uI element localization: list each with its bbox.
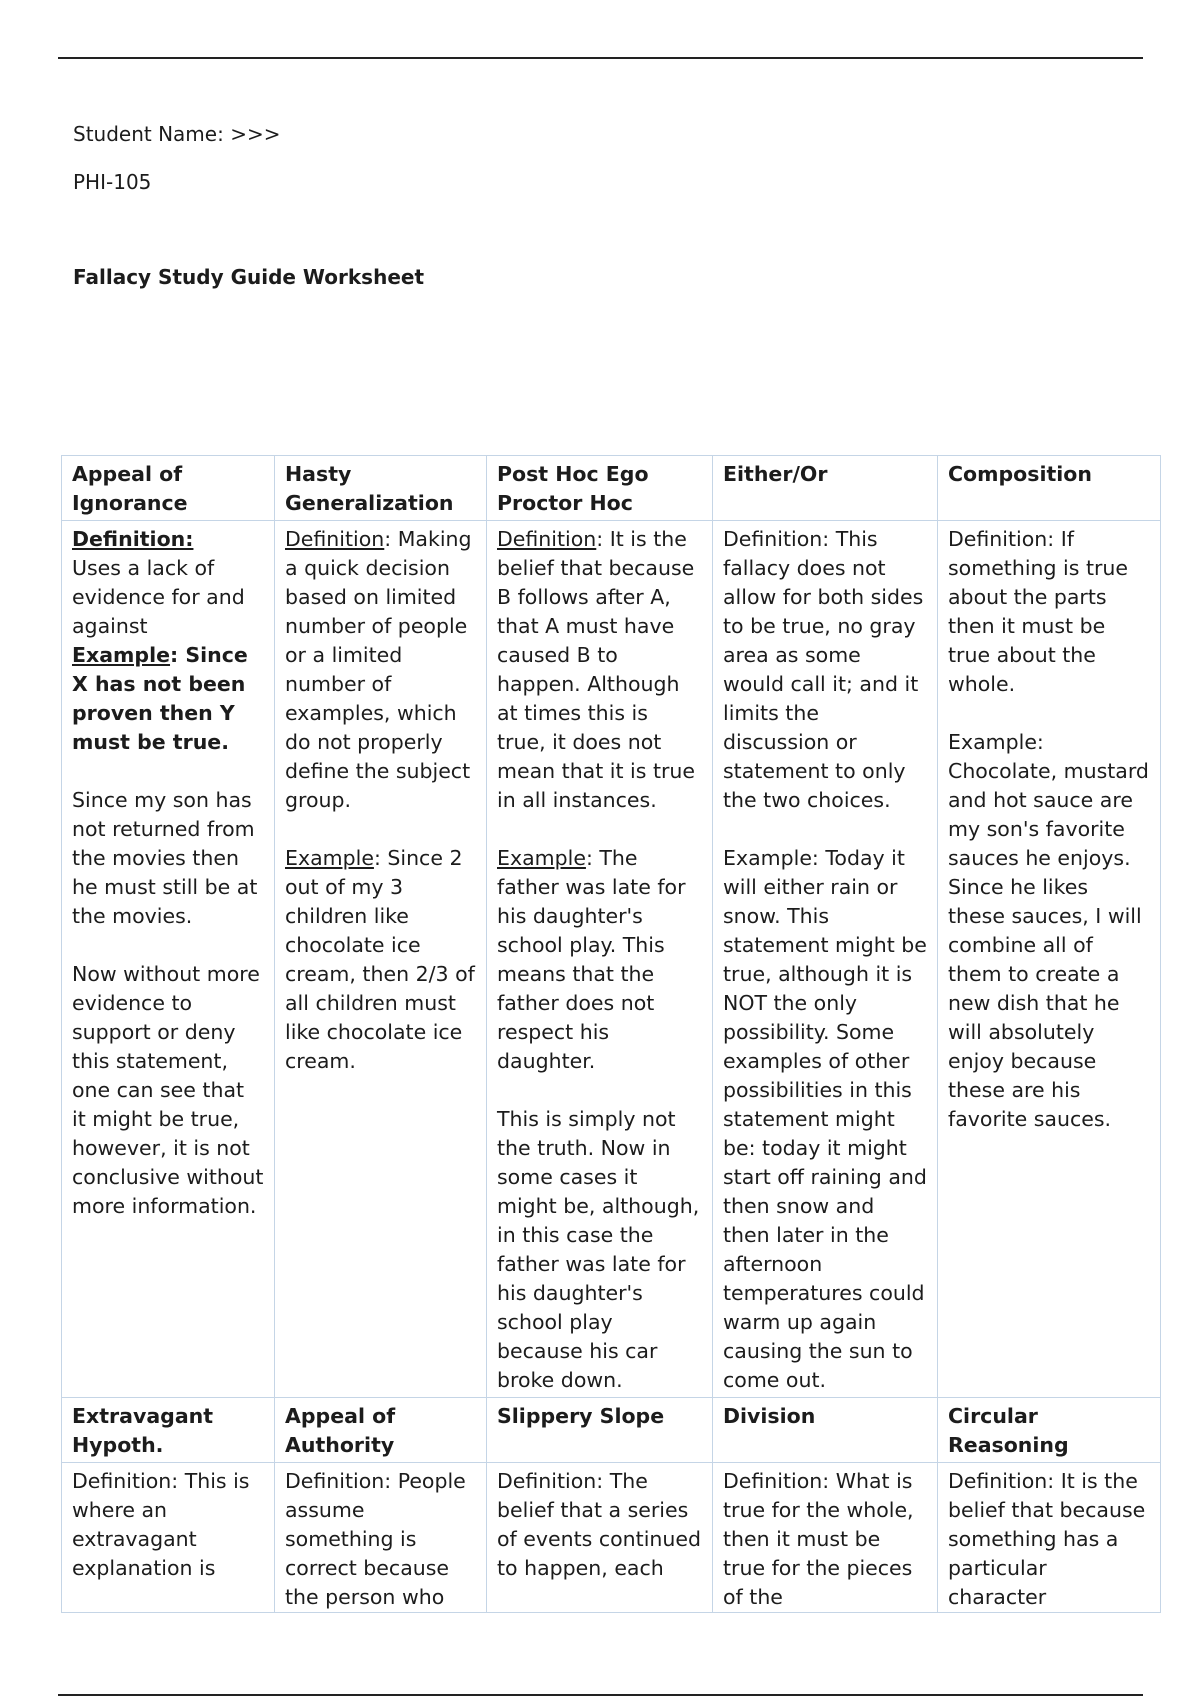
header-appeal-of-authority: Appeal of Authority <box>275 1398 487 1463</box>
top-rule <box>58 57 1143 59</box>
worksheet-title: Fallacy Study Guide Worksheet <box>73 265 425 289</box>
cell-post-hoc <box>487 521 713 1398</box>
header-post-hoc: Post Hoc Ego Proctor Hoc <box>487 456 713 521</box>
course-code: PHI-105 <box>73 170 152 194</box>
table-row <box>62 1463 1161 1613</box>
header-slippery-slope: Slippery Slope <box>487 1398 713 1463</box>
cell-circular-reasoning: Definition: It is the belief that because something has a particular character <box>938 1463 1161 1613</box>
table-header-row-2 <box>62 1398 1161 1463</box>
definition-label: Definition <box>285 527 385 551</box>
cell-extravagant-hypoth: Definition: This is where an extravagant explanation is <box>62 1463 275 1613</box>
cell-hasty-generalization <box>275 521 487 1398</box>
definition-label: Definition: <box>72 527 194 551</box>
cell-division: Definition: What is true for the whole, then it must be true for the pieces of the <box>713 1463 938 1613</box>
example-label: Example <box>72 643 171 667</box>
definition-text: : It is the belief that because B follows after A, that A must have caused B to happen. Although at times this is true, it does not mean that it is true in all instances. <box>497 527 696 812</box>
table-header-row <box>62 456 1161 521</box>
explanation-text: Since my son has not returned from the movies then he must still be at the movies. Now without more evidence to support or deny this statement, one can see that it might be true, however, it is not conclusive without more information. <box>72 788 264 1218</box>
example-text: : Since 2 out of my 3 children like chocolate ice cream, then 2/3 of all children must like chocolate ice cream. <box>285 846 482 1073</box>
header-composition: Composition <box>938 456 1161 521</box>
header-division: Division <box>713 1398 938 1463</box>
example-label: Example <box>497 846 586 870</box>
definition-label: Definition <box>497 527 597 551</box>
student-name-line: Student Name: >>> <box>73 122 281 146</box>
cell-either-or: Definition: This fallacy does not allow for both sides to be true, no gray area as some would call it; and it limits the discussion or statement to only the two choices. Example: Today it will either rain or snow. This statement might be true, although it is NOT the only possibility. Some examples of other possibilities in this statement might be: today it might start off raining and then snow and then later in the afternoon temperatures could warm up again causing the sun to come out. <box>713 521 938 1398</box>
header-hasty-generalization: Hasty Generalization <box>275 456 487 521</box>
cell-appeal-of-ignorance <box>62 521 275 1398</box>
header-extravagant-hypoth: Extravagant Hypoth. <box>62 1398 275 1463</box>
definition-text: Uses a lack of evidence for and against <box>72 556 245 638</box>
cell-slippery-slope: Definition: The belief that a series of events continued to happen, each <box>487 1463 713 1613</box>
table-row <box>62 521 1161 1398</box>
header-circular-reasoning: Circular Reasoning <box>938 1398 1161 1463</box>
header-appeal-of-ignorance: Appeal of Ignorance <box>62 456 275 521</box>
example-text: : The father was late for his daughter's school play. This means that the father does not respect his daughter. This is simply not the truth. Now in some cases it might be, although, in this case the father was late for his daughter's school play because his car broke down. <box>497 846 700 1392</box>
example-text: : Since X has not been proven then Y must be true. <box>72 643 255 754</box>
definition-text: : Making a quick decision based on limited number of people or a limited number of examples, which do not properly define the subject group. <box>285 527 472 812</box>
header-either-or: Either/Or <box>713 456 938 521</box>
fallacy-table <box>61 455 1161 1613</box>
bottom-rule <box>58 1694 1143 1696</box>
example-label: Example <box>285 846 374 870</box>
cell-appeal-of-authority: Definition: People assume something is correct because the person who <box>275 1463 487 1613</box>
cell-composition: Definition: If something is true about the parts then it must be true about the whole. Example: Chocolate, mustard and hot sauce are my son's favorite sauces he enjoys. Since he likes these sauces, I will combine all of them to create a new dish that he will absolutely enjoy because these are his favorite sauces. <box>938 521 1161 1398</box>
